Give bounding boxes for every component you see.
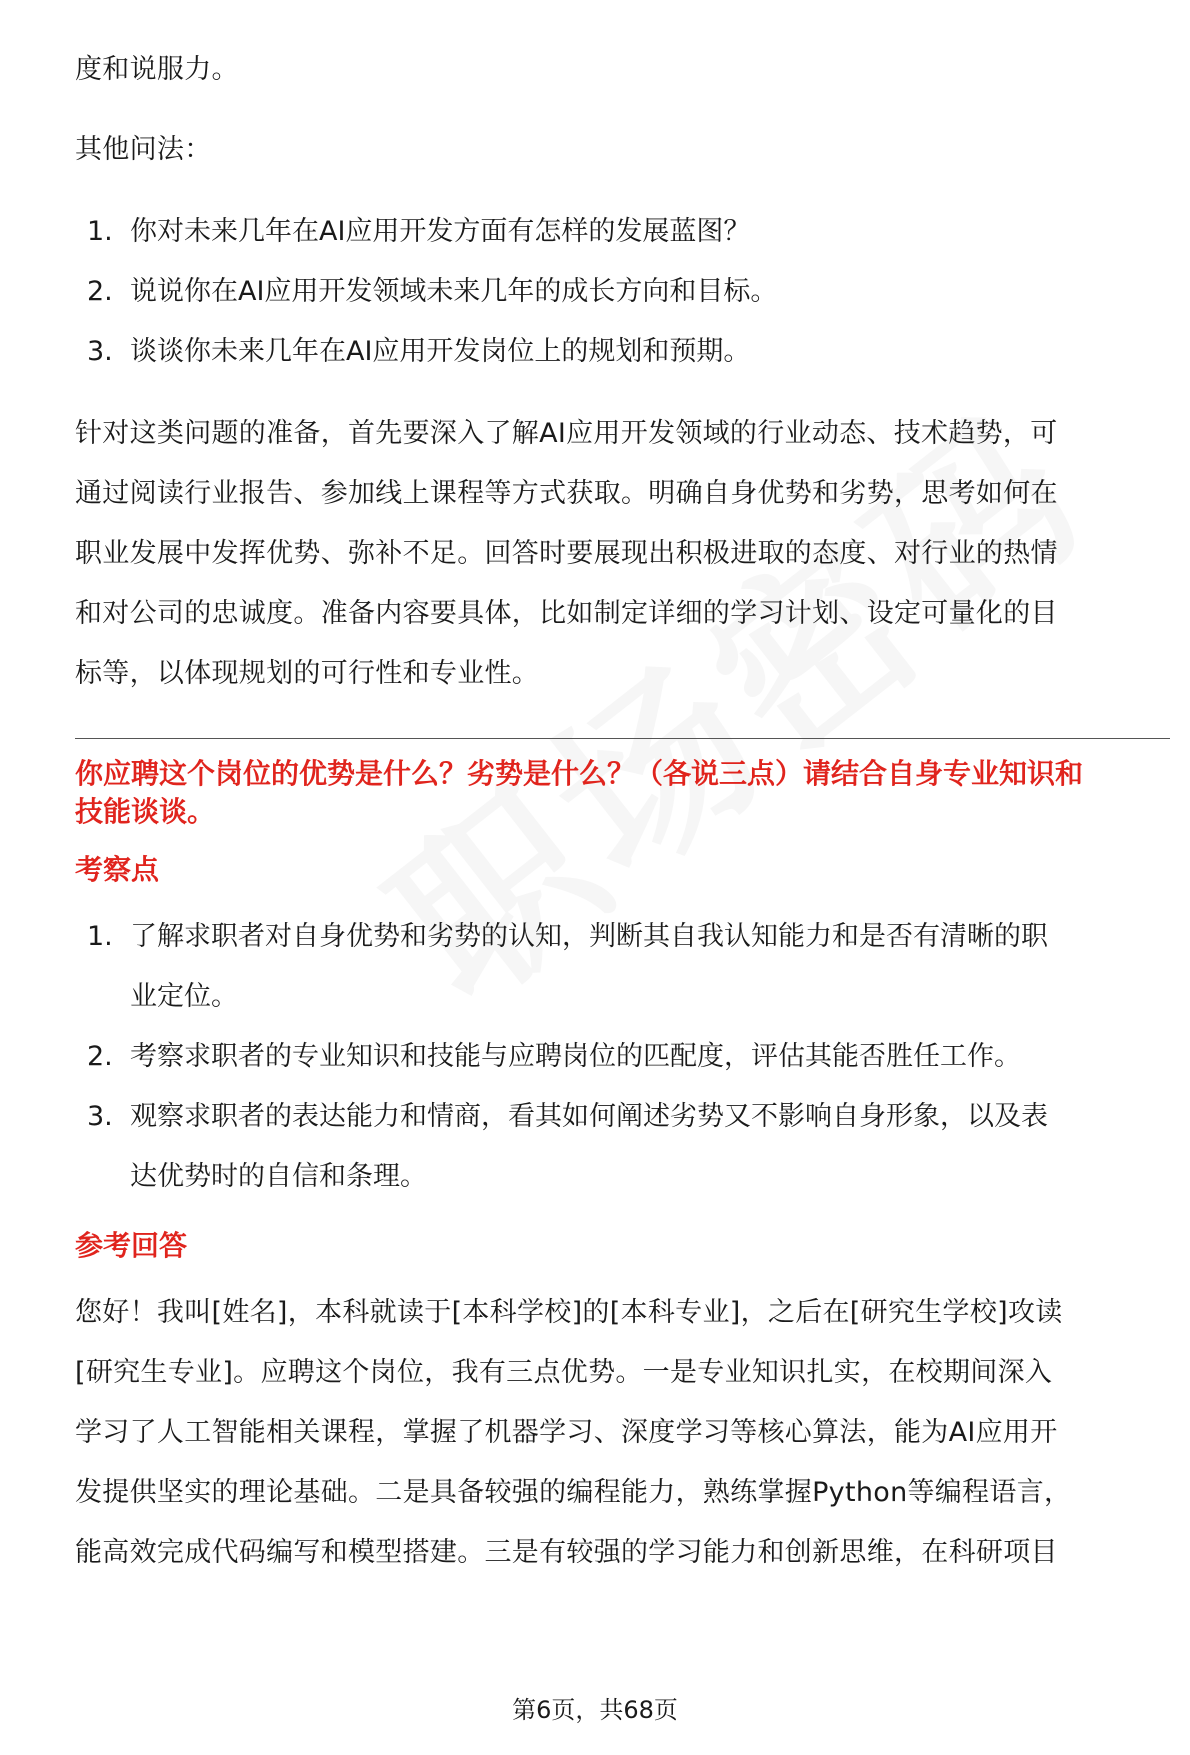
page-number: 第6页，共68页 (512, 1696, 678, 1724)
question-title (75, 755, 1170, 831)
points-label: 考察点 (75, 853, 160, 886)
intro-tail-line: 度和说服力。 (75, 54, 239, 85)
list-item: 2. 说说你在AI应用开发领域未来几年的成长方向和目标。 (87, 276, 778, 307)
other-ask-label: 其他问法： (75, 134, 212, 165)
answer-label: 参考回答 (75, 1229, 188, 1262)
answer-paragraph (75, 1283, 1170, 1583)
paragraph-line: 和对公司的忠诚度。准备内容要具体，比如制定详细的学习计划、设定可量化的目 (75, 598, 1058, 629)
prep-paragraph (75, 404, 1170, 704)
list-item: 1. 你对未来几年在AI应用开发方面有怎样的发展蓝图？ (87, 216, 751, 247)
paragraph-line: 能高效完成代码编写和模型搭建。三是有较强的学习能力和创新思维，在科研项目 (75, 1537, 1058, 1568)
section-divider (75, 738, 1170, 739)
paragraph-line: 通过阅读行业报告、参加线上课程等方式获取。明确自身优势和劣势，思考如何在 (75, 478, 1058, 509)
points-list (75, 907, 1170, 1207)
document-page (75, 40, 1170, 1583)
other-questions-list (75, 202, 1170, 382)
paragraph-line: 您好！我叫[姓名]，本科就读于[本科学校]的[本科专业]，之后在[研究生学校]攻读 (75, 1297, 1063, 1328)
paragraph-line: [研究生专业]。应聘这个岗位，我有三点优势。一是专业知识扎实，在校期间深入 (75, 1357, 1053, 1388)
paragraph-line: 职业发展中发挥优势、弥补不足。回答时要展现出积极进取的态度、对行业的热情 (75, 538, 1058, 569)
paragraph-line: 针对这类问题的准备，首先要深入了解AI应用开发领域的行业动态、技术趋势，可 (75, 418, 1058, 449)
list-item: 3. 观察求职者的表达能力和情商，看其如何阐述劣势又不影响自身形象，以及表 达优势时的自信和条理。 (87, 1101, 1048, 1192)
list-item: 1. 了解求职者对自身优势和劣势的认知，判断其自我认知能力和是否有清晰的职 业定位。 (87, 921, 1048, 1012)
list-item: 2. 考察求职者的专业知识和技能与应聘岗位的匹配度，评估其能否胜任工作。 (87, 1041, 1021, 1072)
list-item: 3. 谈谈你未来几年在AI应用开发岗位上的规划和预期。 (87, 336, 751, 367)
question-title-line: 技能谈谈。 (75, 795, 216, 828)
paragraph-line: 发提供坚实的理论基础。二是具备较强的编程能力，熟练掌握Python等编程语言， (75, 1477, 1072, 1508)
paragraph-line: 学习了人工智能相关课程，掌握了机器学习、深度学习等核心算法，能为AI应用开 (75, 1417, 1058, 1448)
paragraph-line: 标等，以体现规划的可行性和专业性。 (75, 658, 540, 689)
question-title-line: 你应聘这个岗位的优势是什么？劣势是什么？（各说三点）请结合自身专业知识和 (75, 757, 1084, 790)
